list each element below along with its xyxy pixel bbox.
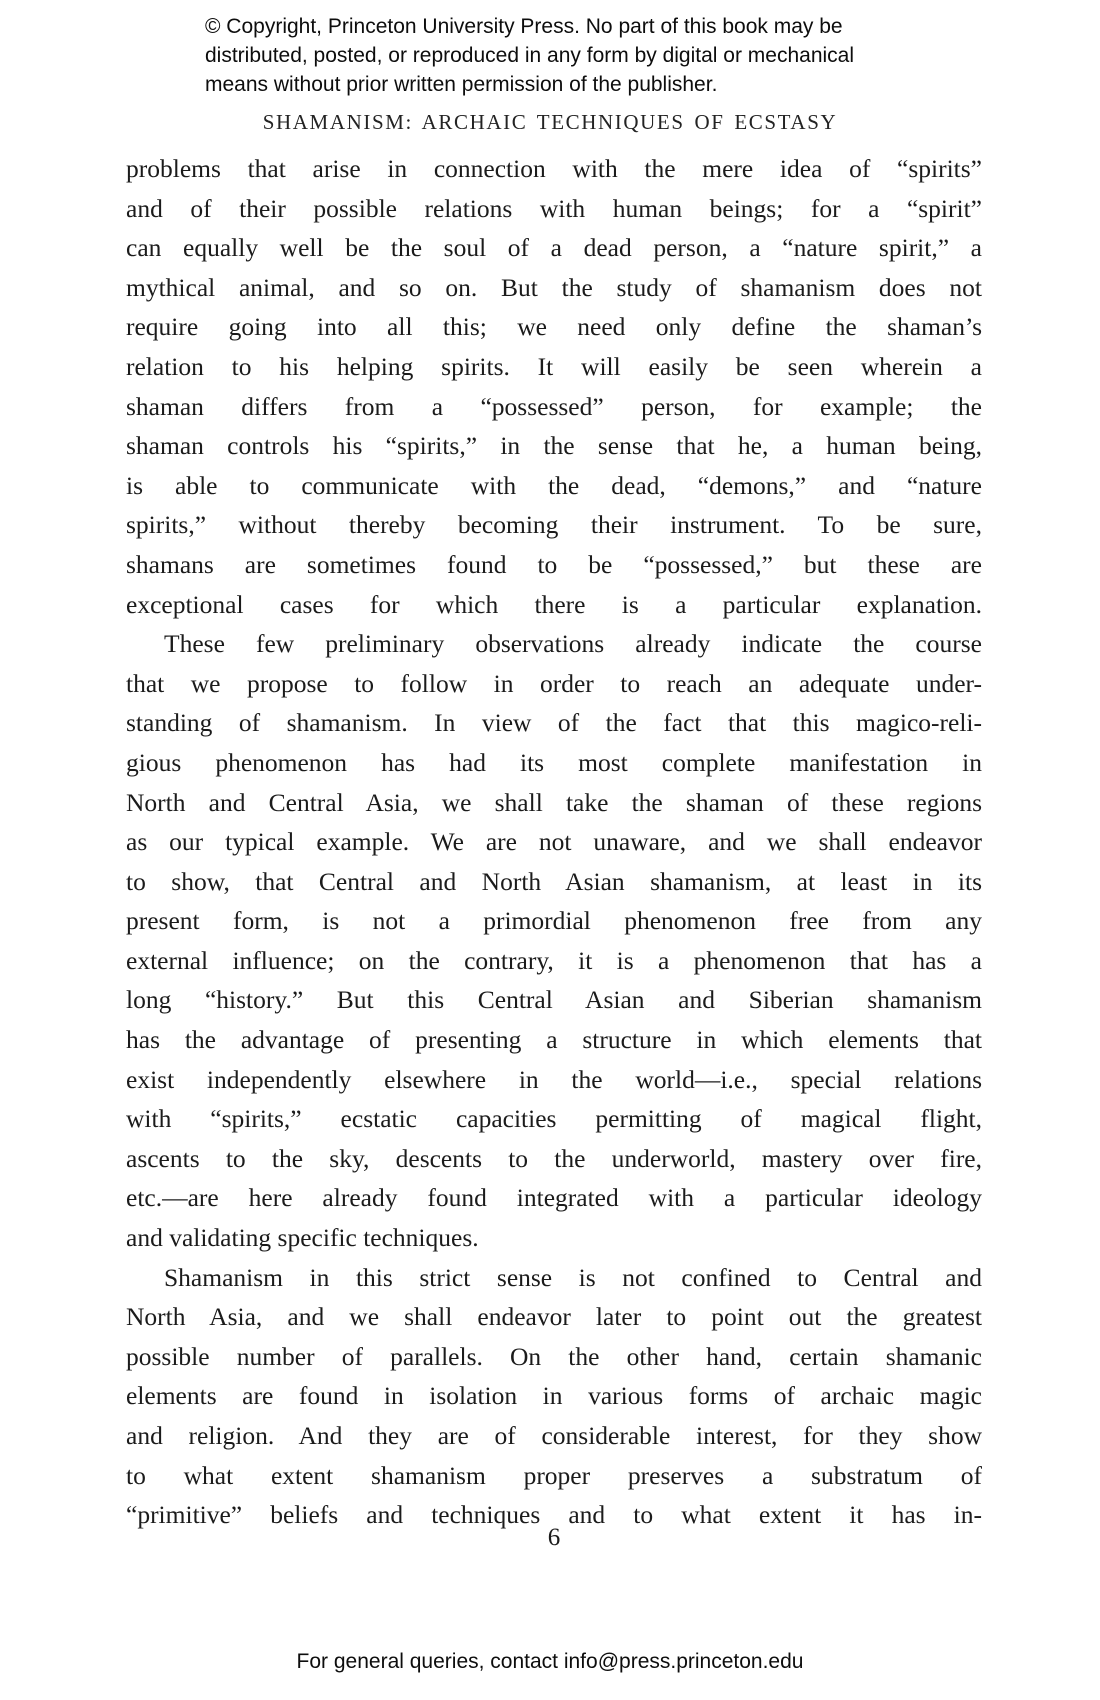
- body-line: and religion. And they are of considerable interest, for they show: [126, 1421, 982, 1450]
- body-line: elements are found in isolation in various forms of archaic magic: [126, 1381, 982, 1411]
- body-line: North and Central Asia, we shall take the shaman of these regions: [126, 787, 982, 817]
- body-line: that we propose to follow in order to reach an adequate under-: [126, 668, 982, 698]
- body-line: “primitive” beliefs and techniques and to what extent it has in-: [126, 1500, 982, 1530]
- body-text: [126, 149, 982, 1535]
- body-line: to what extent shamanism proper preserves a substratum of: [126, 1460, 982, 1490]
- body-line: and validating specific techniques.: [126, 1223, 479, 1253]
- body-line: Shamanism in this strict sense is not confined to Central and: [164, 1262, 982, 1292]
- running-head: SHAMANISM: ARCHAIC TECHNIQUES OF ECSTASY: [262, 110, 838, 134]
- copyright-line: means without prior written permission of the publisher.: [205, 73, 718, 96]
- body-line: ascents to the sky, descents to the underworld, mastery over fire,: [126, 1143, 982, 1173]
- body-line: is able to communicate with the dead, “demons,” and “nature: [126, 470, 982, 500]
- footer-contact: For general queries, contact info@press.princeton.edu: [296, 1650, 804, 1673]
- body-line: shaman differs from a “possessed” person, for example; the: [126, 391, 982, 421]
- body-line: exceptional cases for which there is a particular explanation.: [126, 589, 982, 619]
- body-line: external influence; on the contrary, it is a phenomenon that has a: [126, 945, 982, 975]
- body-line: and of their possible relations with human beings; for a “spirit”: [126, 193, 982, 223]
- body-line: require going into all this; we need only define the shaman’s: [126, 312, 982, 342]
- body-line: mythical animal, and so on. But the study of shamanism does not: [126, 272, 982, 302]
- body-line: problems that arise in connection with the mere idea of “spirits”: [126, 154, 982, 183]
- paragraph: [126, 149, 982, 624]
- body-line: North Asia, and we shall endeavor later to point out the greatest: [126, 1302, 982, 1332]
- body-line: exist independently elsewhere in the world—i.e., special relations: [126, 1064, 982, 1094]
- body-line: can equally well be the soul of a dead person, a “nature spirit,” a: [126, 233, 982, 263]
- body-line: to show, that Central and North Asian shamanism, at least in its: [126, 866, 982, 896]
- body-line: long “history.” But this Central Asian and Siberian shamanism: [126, 985, 982, 1015]
- paragraph: [126, 1258, 982, 1535]
- body-line: shamans are sometimes found to be “possessed,” but these are: [126, 549, 982, 579]
- body-line: with “spirits,” ecstatic capacities permitting of magical flight,: [126, 1104, 982, 1134]
- paragraph: [126, 624, 982, 1258]
- body-line: shaman controls his “spirits,” in the sense that he, a human being,: [126, 431, 982, 461]
- copyright-line: © Copyright, Princeton University Press. No part of this book may be: [205, 15, 843, 38]
- body-line: possible number of parallels. On the other hand, certain shamanic: [126, 1341, 982, 1371]
- body-line: has the advantage of presenting a structure in which elements that: [126, 1025, 982, 1055]
- page-number: 6: [547, 1524, 561, 1551]
- body-line: etc.—are here already found integrated with a particular ideology: [126, 1183, 982, 1213]
- body-line: gious phenomenon has had its most complete manifestation in: [126, 747, 982, 777]
- copyright-notice: [205, 12, 925, 99]
- body-line: spirits,” without thereby becoming their instrument. To be sure,: [126, 510, 982, 540]
- body-line: standing of shamanism. In view of the fact that this magico-reli-: [126, 708, 982, 738]
- body-line: as our typical example. We are not unaware, and we shall endeavor: [126, 827, 982, 857]
- copyright-line: distributed, posted, or reproduced in any form by digital or mechanical: [205, 44, 855, 67]
- body-line: These few preliminary observations already indicate the course: [164, 629, 982, 659]
- body-line: present form, is not a primordial phenomenon free from any: [126, 906, 982, 936]
- body-line: relation to his helping spirits. It will easily be seen wherein a: [126, 351, 982, 381]
